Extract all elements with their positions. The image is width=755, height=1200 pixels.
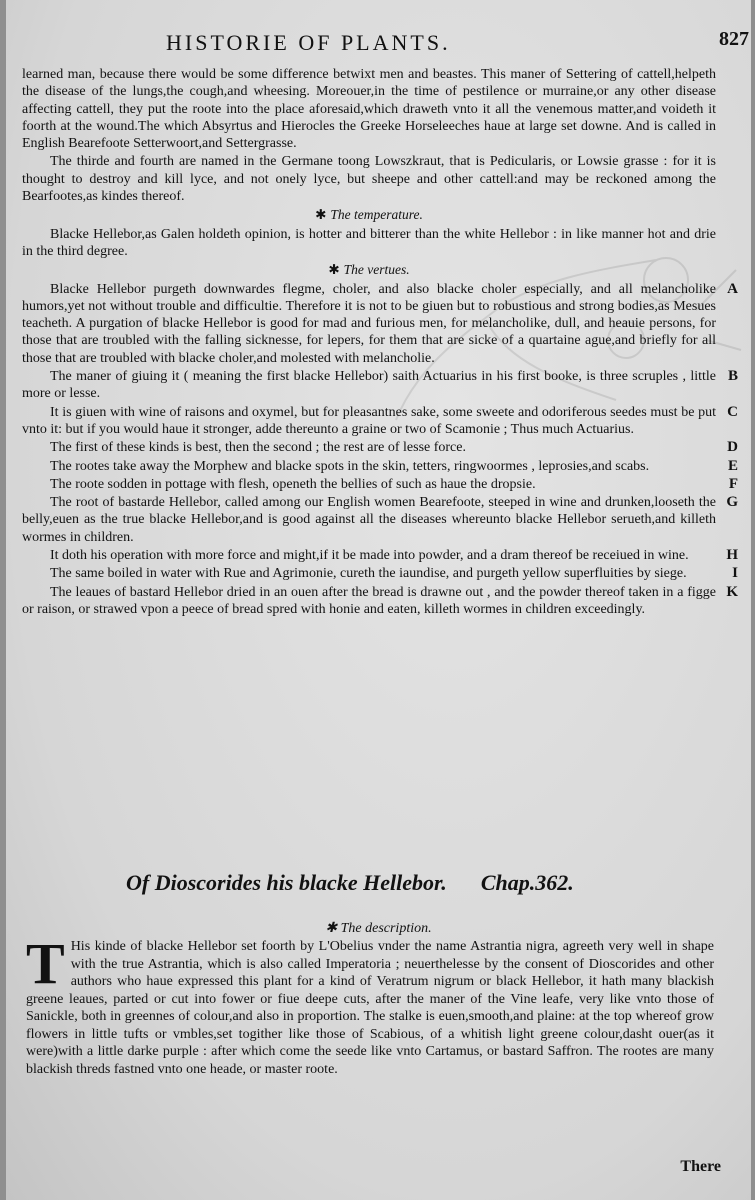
- margin-letter: G: [726, 494, 738, 511]
- description-text-block: [26, 931, 714, 1078]
- drop-cap: T: [26, 931, 65, 996]
- vertue-item: The first of these kinds is best, then the second ; the rest are of lesse force. D: [50, 439, 738, 456]
- vertue-item: The roote sodden in pottage with flesh, openeth the bellies of such as haue the dropsie. F: [50, 475, 738, 492]
- chapter-title: Of Dioscorides his blacke Hellebor.: [126, 870, 447, 895]
- chapter-number: Chap.362.: [480, 870, 574, 895]
- vertue-item: The maner of giuing it ( meaning the first blacke Hellebor) saith Actuarius in his first booke, is three scruples , little more or lesse. B: [22, 368, 738, 402]
- asterisk-icon: ✱: [325, 921, 341, 936]
- chapter-heading: [126, 870, 574, 896]
- margin-letter: C: [727, 403, 738, 420]
- vertues-heading: ✱ The vertues.: [328, 262, 410, 278]
- temperature-text: Blacke Hellebor,as Galen holdeth opinion, is hotter and bitterer than the white Hellebor : in like manner hot and drie in the third degree.: [22, 226, 716, 259]
- margin-letter: A: [727, 280, 738, 297]
- asterisk-icon: ✱: [328, 262, 340, 278]
- running-title: HISTORIE OF PLANTS.: [166, 30, 451, 55]
- margin-letter: H: [726, 547, 738, 564]
- vertue-item: The root of bastarde Hellebor, called among our English women Bearefoote, steeped in wine and drunken,looseth the belly,euen as the true blacke Hellebor,and is good against all the diseases whereunto blacke Hellebor serueth,and killeth wormes in children. G: [22, 494, 738, 545]
- page-number: 827: [719, 28, 749, 50]
- margin-letter: I: [732, 565, 738, 582]
- page-header: [6, 30, 751, 60]
- margin-letter: E: [727, 457, 738, 474]
- margin-letter: D: [727, 439, 738, 456]
- paragraph-lowsie-grasse: The thirde and fourth are named in the Germane toong Lowszkraut, that is Pedicularis, or Lowsie grasse : for it is thought to destroy and kill lyce, and not onely lyce, but sheepe and other cattell:and may be reckoned among the Bearfootes,as kindes thereof.: [22, 154, 716, 205]
- vertue-item: The rootes take away the Morphew and blacke spots in the skin, tetters, ringwoormes , leprosies,and scabs. E: [50, 457, 738, 474]
- asterisk-icon: ✱: [315, 207, 327, 223]
- vertue-item: It doth his operation with more force and might,if it be made into powder, and a dram thereof be receiued in wine. H: [50, 547, 738, 564]
- margin-letter: K: [726, 583, 738, 600]
- description-text: His kinde of blacke Hellebor set foorth by L'Obelius vnder the name Astrantia nigra, agreeth very well in shape with the true Astrantia, which is also called Imperatoria ; neuerthelesse by the consent of Dioscorides and other authors who haue expressed this plant for a kind of Veratrum nigrum or black Hellebor, it hath many blackish greene leaues, parted or cut into fower or fiue deepe cuts, after the maner of the Vine leafe, very like vnto those of Sanickle, both in greennes of colour,and also in proportion. The stalke is euen,smooth,and plaine: at the top whereof grow flowers in little tufts or vmbles,set togither like those of Scabious, of a whitish light greene colour,dasht ouer(as it were)with a little darke purple : after which come the seede like vnto Cartamus, or bastard Saffron. The rootes are many blackish threds fastned vnto one heade, or master roote.: [26, 939, 714, 1077]
- book-page: [6, 0, 751, 1200]
- paragraph-setterwoort: learned man, because there would be some difference betwixt men and beastes. This maner of Settering of cattell,helpeth the disease of the lungs,the cough,and wheesing. Moreouer,in the time of pestilence or murraine,or any other disease affecting cattell, they put the roote into the place aforesaid,which draweth vnto it all the venemous matter,and voideth it foorth at the wound.The which Absyrtus and Hierocles the Greeke Horseleeches haue at large set downe. And is called in English Bearefoote Setterwoort,and Settergrasse.: [22, 67, 716, 152]
- vertue-item: It is giuen with wine of raisons and oxymel, but for pleasantnes sake, some sweete and odoriferous seedes must be put vnto it: but if you would haue it stronger, adde thereunto a graine or two of Scamonie ; Thus much Actuarius. C: [22, 403, 738, 437]
- vertue-item: Blacke Hellebor purgeth downwardes flegme, choler, and also blacke choler especially, and all melancholike humors,yet not without trouble and difficultie. Therefore it is not to be giuen but to robustious and strong bodies,as Mesues teacheth. A purgation of blacke Hellebor is good for mad and furious men, for melancholike, dull, and heauie persons, for those that are troubled with the falling sicknesse, for lepers, for them that are sicke of a quartaine ague,and briefly for all those that are troubled with blacke choler,and molested with melancholie. A: [22, 280, 738, 366]
- margin-letter: F: [728, 475, 738, 492]
- vertue-item: The same boiled in water with Rue and Agrimonie, cureth the iaundise, and purgeth yellow superfluities by siege. I: [50, 565, 738, 582]
- description-heading: ✱ The description.: [325, 921, 432, 936]
- catchword: There: [680, 1158, 721, 1175]
- vertue-item: The leaues of bastard Hellebor dried in an ouen after the bread is drawne out , and the powder thereof taken in a figge or raison, or strawed vpon a peece of bread spred with honie and eaten, killeth wormes in children exceedingly. K: [22, 583, 738, 617]
- margin-letter: B: [727, 368, 738, 385]
- temperature-heading: ✱ The temperature.: [315, 207, 423, 223]
- main-text: [22, 66, 738, 619]
